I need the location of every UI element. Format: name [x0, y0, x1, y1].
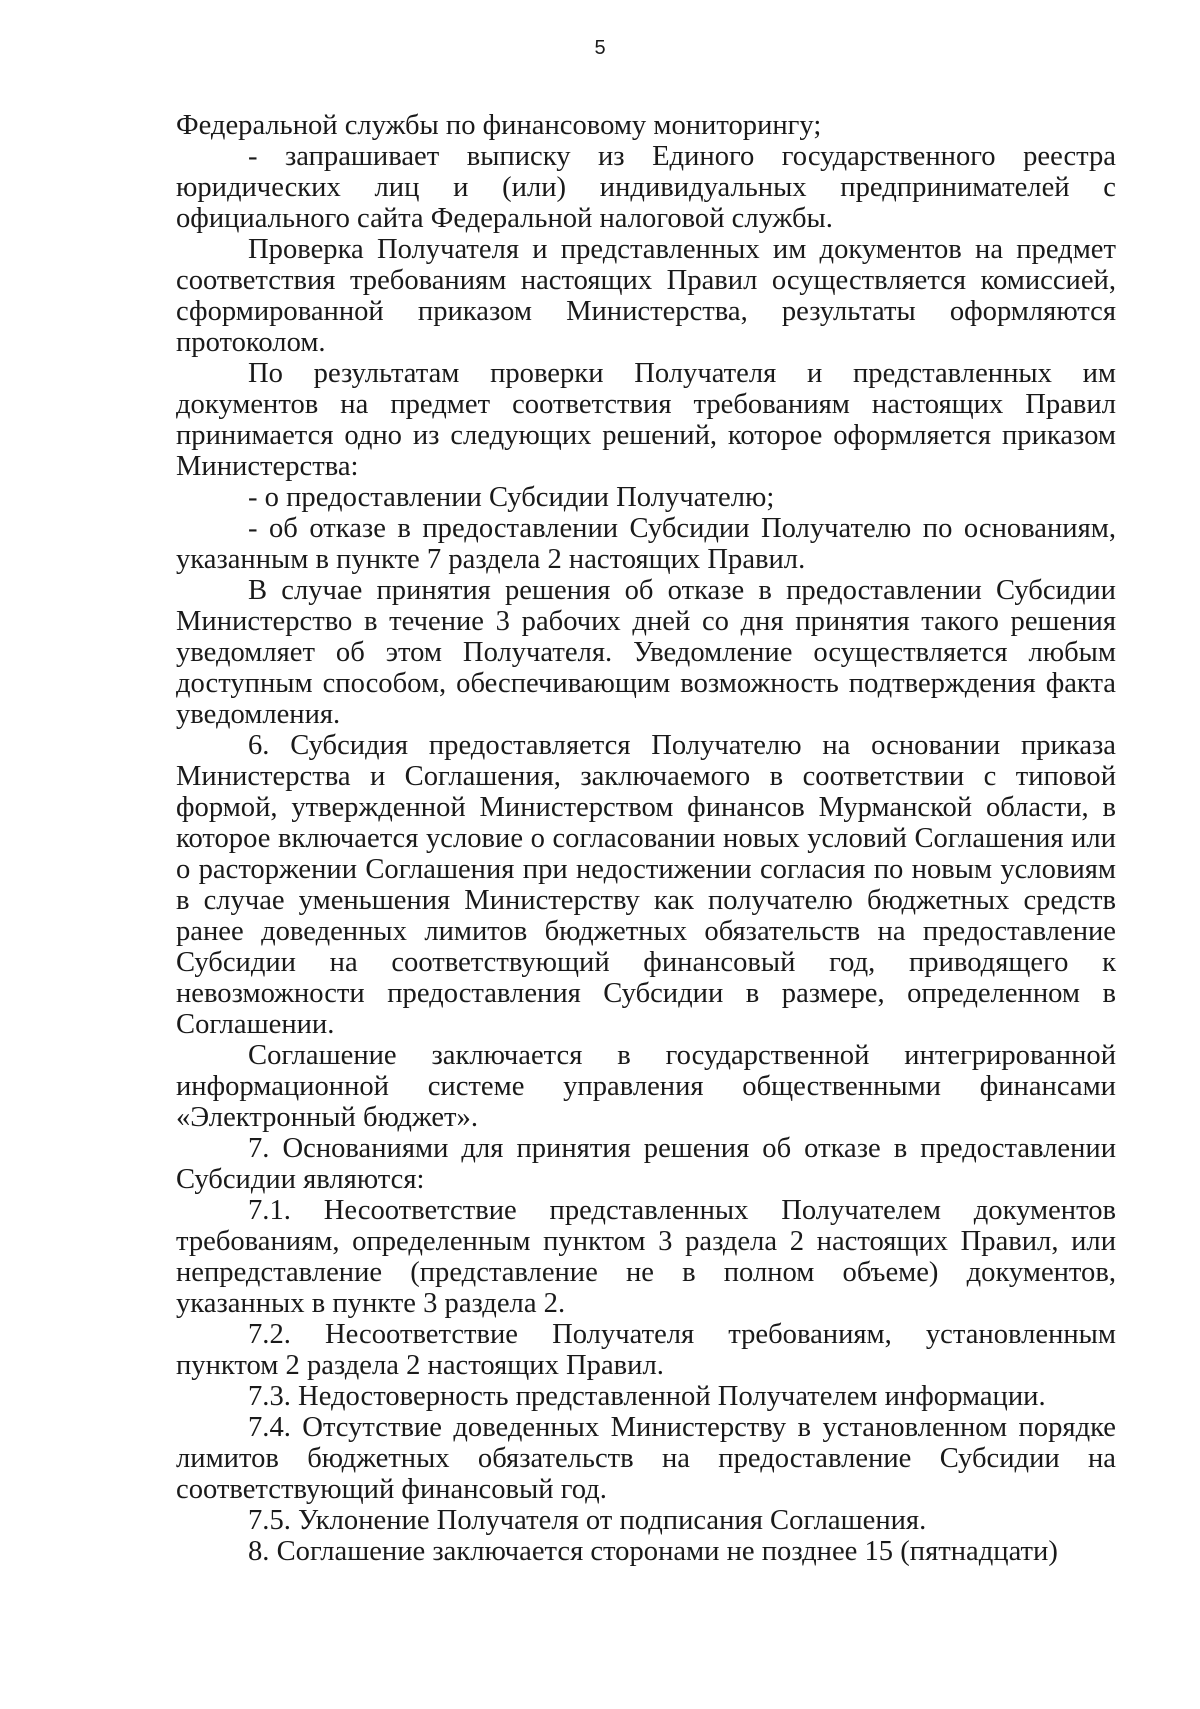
clause-7-5: 7.5. Уклонение Получателя от подписания Соглашения. [248, 1505, 927, 1536]
clause-7: 7. Основаниями для принятия решения об отказе в предоставлении Субсидии являются: [176, 1133, 1116, 1195]
paragraph: По результатам проверки Получателя и представленных им документов на предмет соответствия требованиям настоящих Правил принимается одно из следующих решений, которое оформляется приказом Министерства: [176, 358, 1116, 482]
clause-7-3: 7.3. Недостоверность представленной Получателем информации. [248, 1381, 1046, 1412]
clause-6: 6. Субсидия предоставляется Получателю на основании приказа Министерства и Соглашения, заключаемого в соответствии с типовой формой, утвержденной Министерством финансов Мурманской области, в которое включается условие о согласовании новых условий Соглашения или о расторжении Соглашения при недостижении согласия по новым условиям в случае уменьшения Министерству как получателю бюджетных средств ранее доведенных лимитов бюджетных обязательств на предоставление Субсидии на соответствующий финансовый год, приводящего к невозможности предоставления Субсидии в размере, определенном в Соглашении. [176, 730, 1116, 1040]
paragraph: Соглашение заключается в государственной интегрированной информационной системе управления общественными финансами «Электронный бюджет». [176, 1040, 1116, 1133]
paragraph: Проверка Получателя и представленных им документов на предмет соответствия требованиям настоящих Правил осуществляется комиссией, сформированной приказом Министерства, результаты оформляются протоколом. [176, 234, 1116, 358]
page-number: 5 [594, 37, 606, 59]
paragraph: Федеральной службы по финансовому мониторингу; [176, 110, 822, 141]
paragraph: - запрашивает выписку из Единого государственного реестра юридических лиц и (или) индивидуальных предпринимателей с официального сайта Федеральной налоговой службы. [176, 141, 1116, 234]
clause-7-2: 7.2. Несоответствие Получателя требованиям, установленным пунктом 2 раздела 2 настоящих Правил. [176, 1319, 1116, 1381]
clause-7-4: 7.4. Отсутствие доведенных Министерству в установленном порядке лимитов бюджетных обязательств на предоставление Субсидии на соответствующий финансовый год. [176, 1412, 1116, 1505]
list-item: - о предоставлении Субсидии Получателю; [248, 482, 775, 513]
clause-8: 8. Соглашение заключается сторонами не позднее 15 (пятнадцати) [248, 1536, 1058, 1567]
document-body [176, 110, 1116, 1567]
list-item: - об отказе в предоставлении Субсидии Получателю по основаниям, указанным в пункте 7 раздела 2 настоящих Правил. [176, 513, 1116, 575]
clause-7-1: 7.1. Несоответствие представленных Получателем документов требованиям, определенным пунктом 3 раздела 2 настоящих Правил, или непредставление (представление не в полном объеме) документов, указанных в пункте 3 раздела 2. [176, 1195, 1116, 1319]
paragraph: В случае принятия решения об отказе в предоставлении Субсидии Министерство в течение 3 рабочих дней со дня принятия такого решения уведомляет об этом Получателя. Уведомление осуществляется любым доступным способом, обеспечивающим возможность подтверждения факта уведомления. [176, 575, 1116, 730]
